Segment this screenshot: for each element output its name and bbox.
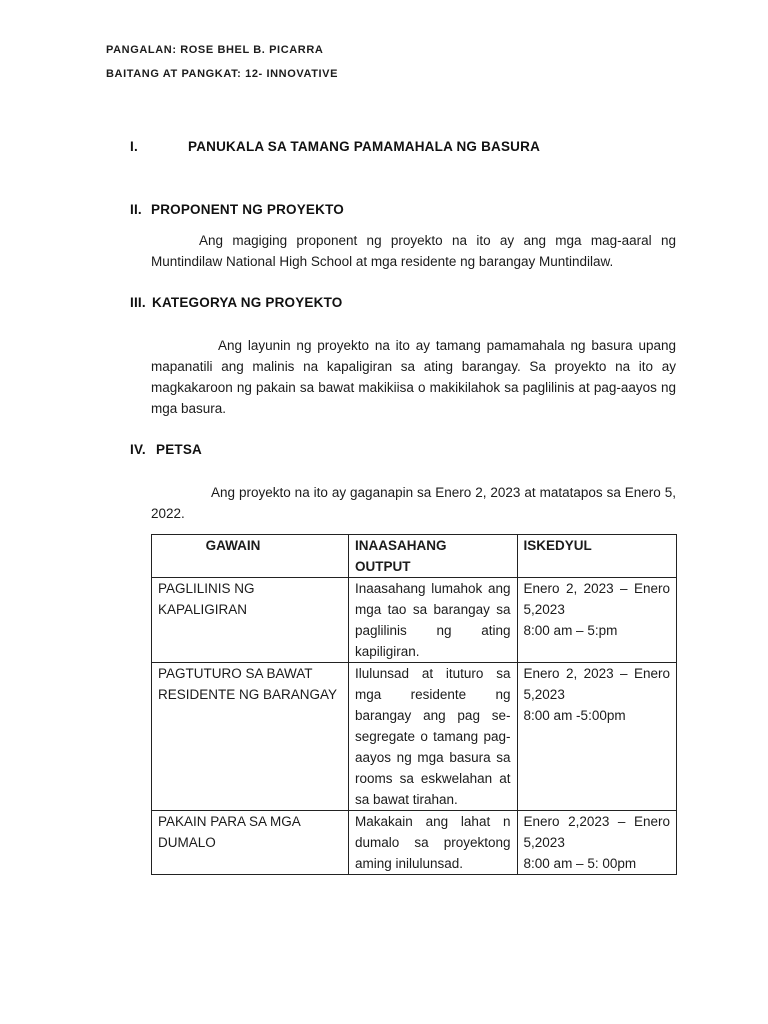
section-3-title: KATEGORYA NG PROYEKTO (152, 295, 343, 310)
row-1-schedule (517, 578, 676, 663)
header-iskedyul: ISKEDYUL (517, 535, 676, 578)
header-gawain: GAWAIN (152, 535, 349, 578)
row-1-date: Enero 2, 2023 – Enero 5,2023 (523, 581, 670, 617)
row-3-gawain: PAKAIN PARA SA MGA DUMALO (152, 811, 349, 875)
row-1-output: Inaasahang lumahok ang mga tao sa barangay sa paglilinis ng ating kapiligiran. (348, 578, 517, 663)
section-2-paragraph: Ang magiging proponent ng proyekto na ito ay ang mga mag-aaral ng Muntindilaw National High School at mga residente ng barangay Muntindilaw. (151, 233, 676, 269)
section-2-title: PROPONENT NG PROYEKTO (151, 202, 344, 217)
section-2-number: II. (130, 202, 142, 217)
row-2-date: Enero 2, 2023 – Enero 5,2023 (523, 666, 670, 702)
row-1-time: 8:00 am – 5:pm (523, 623, 618, 638)
table-row (152, 811, 677, 875)
section-1-number: I. (130, 139, 138, 154)
section-1-title: PANUKALA SA TAMANG PAMAMAHALA NG BASURA (188, 139, 541, 154)
table-row (152, 578, 677, 663)
row-2-schedule (517, 663, 676, 811)
header-output (348, 535, 517, 578)
header-output-line1: INAASAHANG (354, 538, 447, 553)
row-3-schedule (517, 811, 676, 875)
row-1-gawain: PAGLILINIS NG KAPALIGIRAN (152, 578, 349, 663)
student-name: PANGALAN: ROSE BHEL B. PICARRA (106, 44, 324, 56)
section-4-number: IV. (130, 442, 146, 457)
schedule-table (151, 534, 677, 875)
row-3-date: Enero 2,2023 – Enero 5,2023 (523, 814, 670, 850)
table-header-row (152, 535, 677, 578)
section-4-paragraph: Ang proyekto na ito ay gaganapin sa Enero 2, 2023 at matatapos sa Enero 5, 2022. (151, 485, 676, 521)
row-2-output: Ilulunsad at ituturo sa mga residente ng barangay ang pag se-segregate o tamang pag- aayos ng mga basura sa rooms sa eskwelahan at sa bawat tirahan. (348, 663, 517, 811)
row-2-time: 8:00 am -5:00pm (523, 708, 626, 723)
row-3-output: Makakain ang lahat n dumalo sa proyektong aming inilulunsad. (348, 811, 517, 875)
header-output-line2: OUTPUT (354, 559, 411, 574)
grade-section: BAITANG AT PANGKAT: 12- INNOVATIVE (106, 68, 339, 80)
section-3-number: III. (130, 295, 146, 310)
row-2-gawain: PAGTUTURO SA BAWAT RESIDENTE NG BARANGAY (152, 663, 349, 811)
section-4-title: PETSA (156, 442, 203, 457)
row-3-time: 8:00 am – 5: 00pm (523, 856, 637, 871)
table-row (152, 663, 677, 811)
section-3-paragraph: Ang layunin ng proyekto na ito ay tamang pamamahala ng basura upang mapanatili ang malinis na kapaligiran sa ating barangay. Sa proyekto na ito ay magkakaroon ng pakain sa bawat makikiisa o makikilahok sa paglilinis at pag-aayos ng mga basura. (151, 338, 676, 416)
